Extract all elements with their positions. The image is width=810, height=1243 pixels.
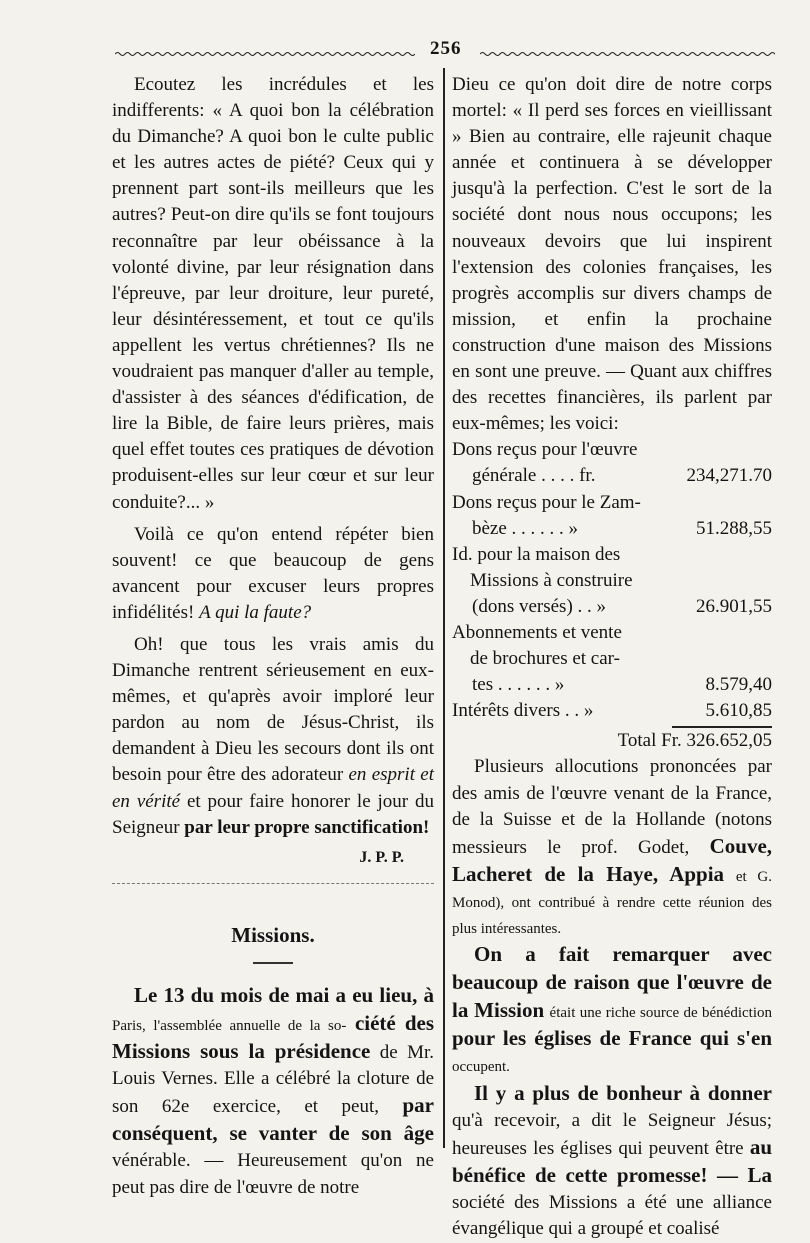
finance-total: Total Fr. 326.652,05	[617, 730, 772, 752]
bonheur-big: Il y a plus de bonheur à donner	[474, 1080, 772, 1105]
finance-amount: 8.579,40	[705, 674, 772, 696]
finance-table	[452, 437, 772, 724]
section-title: Missions.	[231, 922, 315, 947]
page-header	[115, 40, 775, 62]
finance-row-label: Intérêts divers . . »	[452, 700, 594, 722]
finance-row-label: bèze . . . . . . »	[472, 517, 579, 539]
finance-amount: 5.610,85	[705, 700, 772, 722]
paragraph-voila-question: A qui la faute?	[199, 601, 312, 623]
paragraph-oh-text-a: Oh! que tous les vrais amis du Dimanche rentrent sérieusement en eux-mêmes, et qu'après avoir imploré leur pardon au nom de Jésus-Christ, ils demandent à Dieu les secours dont ils ont besoin pour être des adorateur	[112, 633, 434, 786]
wave-rule-left	[115, 52, 415, 56]
section-separator	[112, 883, 434, 884]
remarquer-big-2: pour les églises de France qui s'en	[452, 1026, 772, 1051]
bonheur-text-2: société des Missions a été une alliance évangélique qui a groupé et coalisé	[452, 1191, 772, 1240]
paragraph-remarquer	[452, 941, 772, 1079]
column-divider	[443, 68, 445, 1148]
left-column	[112, 72, 434, 1201]
wave-rule-right	[480, 52, 775, 56]
missions-line-2: Paris, l'assemblée annuelle de la so-	[112, 1018, 347, 1034]
finance-row	[452, 698, 772, 724]
paragraph-bonheur	[452, 1080, 772, 1243]
remarquer-small: était une riche source de bénédiction	[549, 1005, 772, 1022]
finance-label: Abonnements et vente	[452, 621, 622, 643]
page-number: 256	[430, 38, 462, 59]
signature: J. P. P.	[359, 848, 404, 866]
finance-row	[452, 463, 772, 489]
paragraph-voila-text: Voilà ce qu'on entend répéter bien souvent! ce que beaucoup de gens avancent pour excuser leurs propres infidélités!	[112, 523, 434, 623]
finance-label-2: Missions à construire	[470, 569, 633, 591]
bonheur-text: qu'à recevoir, a dit le Seigneur Jésus; heureuses les églises qui peuvent être	[452, 1109, 772, 1159]
remarquer-big: On a fait remarquer avec beaucoup de raison que l'œuvre de la Mission	[452, 942, 772, 1023]
missions-line-3: ciété des Missions sous la présidence	[112, 1011, 434, 1064]
finance-label: Dons reçus pour le Zam-	[452, 491, 641, 513]
missions-line-4: de Mr. Louis Vernes. Elle a célébré la cloture de son 62e exercice, et peut,	[112, 1042, 434, 1118]
bonheur-big-2: au bénéfice de cette promesse! — La	[452, 1134, 772, 1187]
paragraph-missions	[112, 982, 434, 1201]
paragraph-dieu: Dieu ce qu'on doit dire de notre corps mortel: « Il perd ses forces en vieillissant » Bien au contraire, elle rajeunit chaque année et continuera à se développer jusqu'à la perfection. C'est le sort de la société dont nous nous occupons; les nouveaux devoirs que lui inspirent l'extension des colonies françaises, les progrès accomplis sur divers champs de mission, et enfin la prochaine construction d'une maison des Missions en sont une preuve. — Quant aux chiffres des recettes financières, ils parlent par eux-mêmes; les voici:	[452, 74, 772, 435]
finance-row-label: générale . . . . fr.	[472, 465, 596, 487]
paragraph-oh-em: en esprit et en vérité	[112, 764, 434, 812]
finance-row-label: (dons versés) . . »	[472, 595, 607, 617]
allocutions-text: Plusieurs allocutions prononcées par des amis de l'œuvre venant de la France, de la Suisse et de la Hollande (notons messieurs le prof. Godet,	[452, 756, 772, 858]
title-rule	[253, 962, 293, 964]
paragraph-voila	[112, 522, 434, 626]
paragraph-incredules: Ecoutez les incrédules et les indifferents: « A quoi bon la célébration du Dimanche? A quoi bon le culte public et les autres actes de piété? Ceux qui y prennent part sont-ils meilleurs que les autres? Peut-on dire qu'ils se font toujours reconnaître par leur obéissance à la volonté divine, par leur résignation dans l'épreuve, par leur droiture, leur pureté, leur désintéressement, et tout ce qu'ils appellent les vertus chrétiennes? Ils ne voudraient pas manquer d'aller au temple, d'assister à des séances d'édification, de lire la Bible, de faire leurs prières, mais quel effet toutes ces pratiques de dévotion produisent-elles sur leur cœur et sur leur conduite?... »	[112, 74, 434, 513]
missions-line-6: vénérable. — Heureusement qu'on ne peut pas dire de l'œuvre de notre	[112, 1150, 434, 1198]
finance-row	[452, 672, 772, 698]
finance-row	[452, 594, 772, 620]
right-column	[452, 72, 772, 1242]
finance-amount: 51.288,55	[696, 517, 772, 539]
paragraph-oh-bold: par leur propre sanctification!	[184, 816, 430, 838]
paragraph-allocutions	[452, 754, 772, 941]
finance-label: Id. pour la maison des	[452, 543, 621, 565]
remarquer-small-2: occupent.	[452, 1059, 510, 1076]
allocutions-small: et G. Monod), ont contribué à rendre cette réunion des plus intéressantes.	[452, 868, 772, 937]
finance-amount: 26.901,55	[696, 595, 772, 617]
finance-amount: 234,271.70	[686, 465, 772, 487]
finance-label: Dons reçus pour l'œuvre	[452, 439, 638, 461]
paragraph-oh-text-b: et pour faire honorer le jour du Seigneur	[112, 790, 435, 838]
finance-label-2: de brochures et car-	[470, 648, 620, 670]
finance-row	[452, 516, 772, 542]
finance-row-label: tes . . . . . . »	[472, 674, 565, 696]
paragraph-oh	[112, 632, 434, 841]
missions-line-1: Le 13 du mois de mai a eu lieu, à	[134, 982, 434, 1007]
allocutions-names: Couve, Lacheret de la Haye, Appia	[452, 833, 773, 886]
missions-line-5: par conséquent, se vanter de son âge	[112, 1093, 434, 1146]
